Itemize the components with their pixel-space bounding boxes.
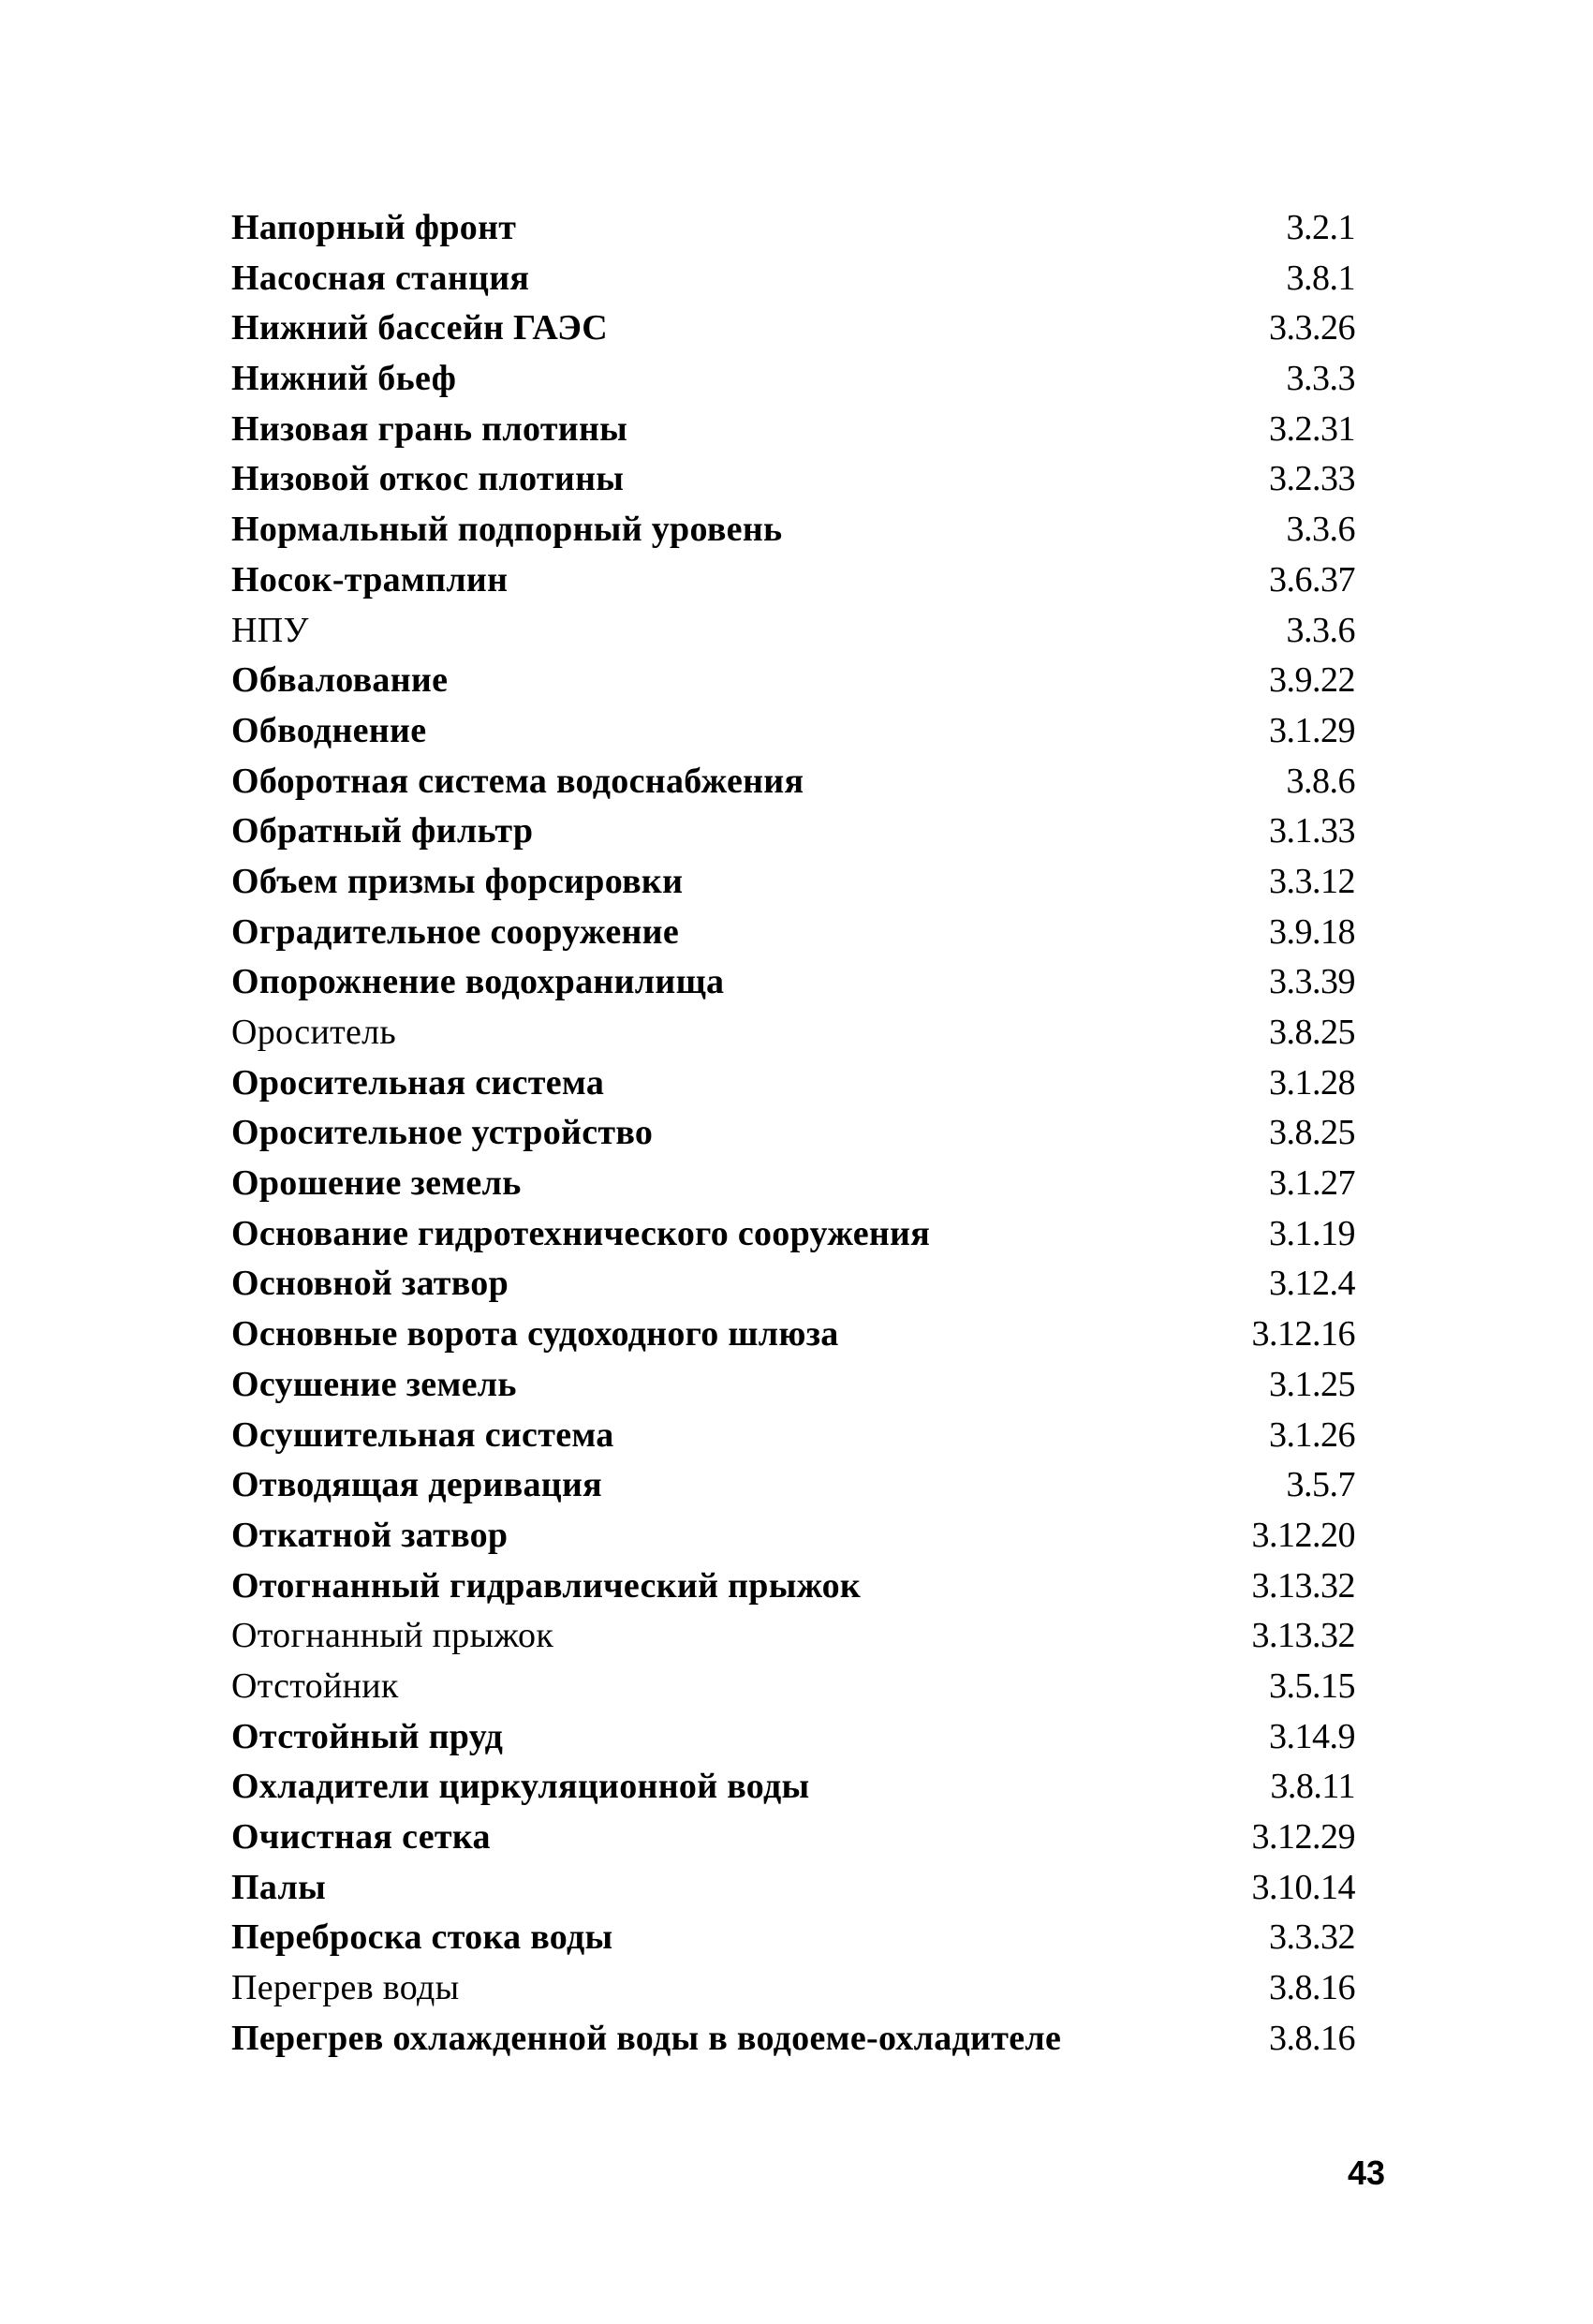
index-section-ref: 3.8.25: [1269, 1013, 1355, 1052]
index-term: Палы: [231, 1867, 327, 1907]
index-term: Напорный фронт: [231, 208, 517, 247]
index-section-ref: 3.1.28: [1269, 1062, 1355, 1103]
index-section-ref: 3.8.25: [1269, 1113, 1355, 1153]
index-term: Оградительное сооружение: [231, 911, 680, 952]
index-entry: [231, 303, 1355, 354]
index-section-ref: 3.2.31: [1269, 408, 1355, 449]
index-term: Нормальный подпорный уровень: [231, 510, 783, 550]
index-entry: [231, 1460, 1355, 1511]
index-term: Ороситель: [231, 1013, 397, 1052]
index-section-ref: 3.1.33: [1269, 811, 1355, 851]
index-entry: [231, 1611, 1355, 1662]
index-entry: [231, 1562, 1355, 1612]
index-term: Перегрев охлажденной воды в водоеме-охладителе: [231, 2018, 1062, 2058]
page-number: 43: [1347, 2154, 1385, 2192]
index-section-ref: 3.3.26: [1269, 308, 1355, 348]
index-term: Обвалование: [231, 660, 449, 701]
index-term: Осушительная система: [231, 1414, 614, 1455]
index-term: Отогнанный гидравлический прыжок: [231, 1565, 862, 1606]
index-term: Низовой откос плотины: [231, 459, 625, 499]
index-term: Оросительная система: [231, 1062, 605, 1103]
index-section-ref: 3.12.29: [1251, 1817, 1355, 1857]
index-section-ref: 3.1.27: [1269, 1163, 1355, 1204]
index-section-ref: 3.8.1: [1286, 258, 1355, 298]
index-section-ref: 3.13.32: [1251, 1565, 1355, 1606]
index-entry: [231, 1712, 1355, 1763]
index-term: Отстойный пруд: [231, 1716, 504, 1756]
index-entry: [231, 857, 1355, 908]
index-term: Оборотная система водоснабжения: [231, 761, 804, 801]
index-entry: [231, 1360, 1355, 1411]
index-term: Нижний бассейн ГАЭС: [231, 308, 608, 348]
index-term: Опорожнение водохранилища: [231, 962, 725, 1002]
index-entry: [231, 203, 1355, 254]
index-section-ref: 3.3.6: [1286, 610, 1355, 650]
index-entry: [231, 254, 1355, 304]
index-entry: [231, 454, 1355, 505]
index-term: Охладители циркуляционной воды: [231, 1767, 810, 1807]
index-term: Низовая грань плотины: [231, 408, 628, 449]
index-entry: [231, 606, 1355, 657]
index-entry: [231, 505, 1355, 555]
index-section-ref: 3.12.20: [1251, 1515, 1355, 1555]
index-term: Обводнение: [231, 710, 427, 750]
index-entry: [231, 1963, 1355, 2014]
index-term: Оросительное устройство: [231, 1113, 654, 1153]
index-term: Отстойник: [231, 1665, 399, 1706]
index-section-ref: 3.2.33: [1269, 459, 1355, 499]
index-entry: [231, 2014, 1355, 2065]
index-section-ref: 3.3.32: [1269, 1917, 1355, 1958]
index-section-ref: 3.8.11: [1270, 1767, 1355, 1807]
index-term: Отводящая деривация: [231, 1465, 602, 1505]
index-entry: [231, 1310, 1355, 1360]
index-term: Откатной затвор: [231, 1515, 509, 1555]
index-term: Орошение земель: [231, 1163, 522, 1204]
index-section-ref: 3.3.6: [1286, 510, 1355, 550]
term-index-list: [231, 203, 1355, 2064]
index-entry: [231, 1209, 1355, 1260]
index-section-ref: 3.3.39: [1269, 962, 1355, 1002]
index-section-ref: 3.5.15: [1269, 1665, 1355, 1706]
index-entry: [231, 1662, 1355, 1712]
index-term: Очистная сетка: [231, 1817, 491, 1857]
index-section-ref: 3.1.26: [1269, 1414, 1355, 1455]
index-term: Объем призмы форсировки: [231, 861, 684, 901]
index-section-ref: 3.8.16: [1269, 1968, 1355, 2008]
index-term: Основной затвор: [231, 1264, 509, 1304]
index-entry: [231, 706, 1355, 757]
index-entry: [231, 354, 1355, 405]
index-term: Основные ворота судоходного шлюза: [231, 1314, 839, 1354]
index-term: Обратный фильтр: [231, 811, 534, 851]
index-entry: [231, 405, 1355, 455]
index-section-ref: 3.3.3: [1286, 359, 1355, 399]
index-section-ref: 3.12.4: [1269, 1264, 1355, 1304]
index-term: Носок-трамплин: [231, 559, 509, 600]
index-section-ref: 3.10.14: [1251, 1867, 1355, 1907]
index-entry: [231, 1762, 1355, 1813]
index-section-ref: 3.1.25: [1269, 1364, 1355, 1404]
index-entry: [231, 757, 1355, 807]
index-term: Отогнанный прыжок: [231, 1616, 554, 1656]
index-section-ref: 3.9.22: [1269, 660, 1355, 701]
index-entry: [231, 1813, 1355, 1863]
index-entry: [231, 1259, 1355, 1310]
index-term: Перегрев воды: [231, 1968, 460, 2008]
index-term: Переброска стока воды: [231, 1917, 613, 1958]
index-entry: [231, 555, 1355, 606]
index-entry: [231, 957, 1355, 1008]
index-section-ref: 3.8.16: [1269, 2018, 1355, 2058]
index-entry: [231, 1863, 1355, 1914]
index-section-ref: 3.3.12: [1269, 861, 1355, 901]
index-section-ref: 3.12.16: [1251, 1314, 1355, 1354]
index-term: Осушение земель: [231, 1364, 517, 1404]
index-term: Насосная станция: [231, 258, 530, 298]
index-term: НПУ: [231, 610, 309, 650]
index-section-ref: 3.1.29: [1269, 710, 1355, 750]
index-entry: [231, 908, 1355, 958]
index-term: Основание гидротехнического сооружения: [231, 1213, 931, 1253]
index-entry: [231, 1511, 1355, 1562]
index-entry: [231, 1159, 1355, 1209]
index-entry: [231, 1108, 1355, 1159]
index-entry: [231, 807, 1355, 857]
index-section-ref: 3.5.7: [1286, 1465, 1355, 1505]
index-section-ref: 3.8.6: [1286, 761, 1355, 801]
index-entry: [231, 1058, 1355, 1109]
index-section-ref: 3.13.32: [1251, 1616, 1355, 1656]
index-entry: [231, 1913, 1355, 1963]
index-section-ref: 3.1.19: [1269, 1213, 1355, 1253]
index-term: Нижний бьеф: [231, 359, 457, 399]
index-entry: [231, 1008, 1355, 1058]
index-section-ref: 3.6.37: [1269, 559, 1355, 600]
index-section-ref: 3.2.1: [1286, 208, 1355, 247]
index-section-ref: 3.9.18: [1269, 911, 1355, 952]
index-section-ref: 3.14.9: [1269, 1716, 1355, 1756]
index-entry: [231, 1411, 1355, 1461]
index-entry: [231, 656, 1355, 706]
